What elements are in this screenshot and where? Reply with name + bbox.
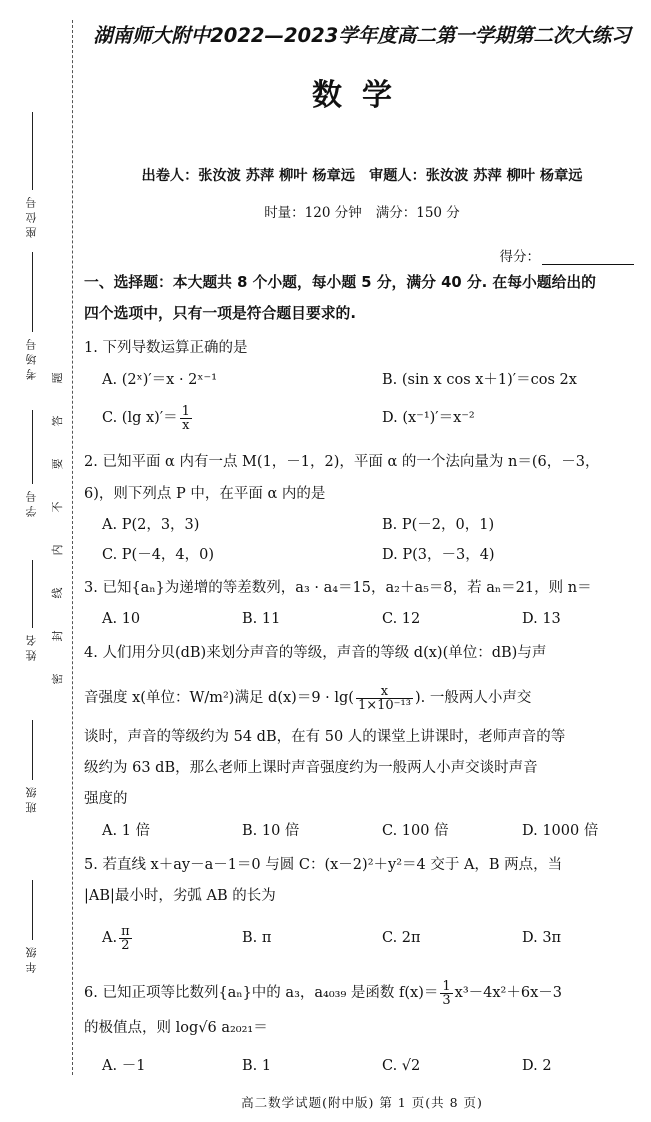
timing-line (84, 201, 640, 221)
school-title: 湖南师大附中2022—2023学年度高二第一学期第二次大练习 (93, 24, 631, 47)
q1-option-c-fraction (180, 405, 192, 432)
q4-line2 (84, 682, 531, 714)
seal-char: 要 (51, 458, 64, 470)
q4-line2-prefix: 音强度 x(单位：W/m²)满足 d(x)＝9 · lg( (84, 690, 354, 706)
q1-option-d: D. (x⁻¹)′＝x⁻² (382, 410, 475, 426)
fraction-numerator: π (121, 923, 130, 939)
seal-char: 封 (51, 630, 64, 642)
seat-no-label: 座位号 (25, 193, 38, 238)
authors-line (84, 165, 640, 185)
subject-title: 数学 (312, 78, 412, 113)
q4-fraction (356, 685, 413, 712)
q5-line2: |AB|最小时，劣弧 AB 的长为 (84, 888, 276, 904)
class-field[interactable] (22, 720, 42, 813)
q6-line1-prefix: 6. 已知正项等比数列{aₙ}中的 a₃，a₄₀₃₉ 是函数 f(x)＝ (84, 985, 439, 1001)
q4-option-b: B. 10 倍 (242, 823, 300, 839)
exam-room-label: 考场号 (25, 335, 38, 380)
q3-option-a: A. 10 (102, 611, 141, 627)
q6-option-a: A. －1 (102, 1058, 146, 1074)
seal-char: 线 (51, 587, 64, 599)
q6-line1-suffix: x³－4x²＋6x－3 (454, 985, 562, 1001)
q5-option-a-fraction (119, 925, 132, 952)
section-heading-line1: 一、选择题：本大题共 8 个小题，每小题 5 分，满分 40 分. 在每小题给出的 (84, 274, 596, 291)
q1-option-a: A. (2ˣ)′＝x · 2ˣ⁻¹ (102, 372, 218, 388)
fraction-denominator: 2 (121, 937, 130, 953)
q4-line2-suffix: ). 一般两人小声交 (414, 690, 532, 706)
q3-stem: 3. 已知{aₙ}为递增的等差数列，a₃ · a₄＝15，a₂＋a₅＝8，若 aₙ＝21，则 n＝ (84, 580, 592, 596)
q4-line5: 强度的 (84, 791, 128, 807)
q5-option-d: D. 3π (522, 930, 562, 946)
score-box[interactable] (500, 245, 635, 265)
q5-option-c: C. 2π (382, 930, 421, 946)
q6-line2: 的极值点，则 log√6 a₂₀₂₁＝ (84, 1020, 268, 1036)
q5-option-a-label: A. (102, 930, 118, 946)
reviewers-names: 张汝波 苏萍 柳叶 杨章远 (425, 168, 583, 184)
q2-option-d: D. P(3，－3，4) (382, 547, 495, 563)
q1-stem: 1. 下列导数运算正确的是 (84, 340, 248, 356)
q2-option-a: A. P(2，3，3) (102, 517, 200, 533)
seal-char: 题 (51, 372, 64, 384)
student-no-field[interactable] (22, 410, 42, 517)
score-label: 得分： (499, 249, 540, 265)
fraction-numerator: 1 (181, 403, 190, 419)
q1-option-b: B. (sin x cos x＋1)′＝cos 2x (382, 372, 577, 388)
seal-line-text (50, 370, 64, 687)
q4-option-a: A. 1 倍 (102, 823, 151, 839)
setters-label: 出卷人： (141, 168, 199, 184)
q6-option-b: B. 1 (242, 1058, 272, 1074)
q5-line1: 5. 若直线 x＋ay－a－1＝0 与圆 C：(x－2)²＋y²＝4 交于 A，B 两点，当 (84, 857, 563, 873)
q5-option-a (102, 922, 134, 954)
seat-no-field[interactable] (22, 112, 42, 238)
fraction-numerator: 1 (442, 978, 451, 994)
q3-option-c: C. 12 (382, 611, 421, 627)
grade-field[interactable] (22, 880, 42, 973)
grade-label: 年级 (25, 943, 38, 973)
q2-line2: 6)，则下列点 P 中，在平面 α 内的是 (84, 486, 326, 502)
binding-dashed-line (72, 20, 73, 1075)
name-field[interactable] (22, 560, 42, 661)
fraction-numerator: x (356, 685, 413, 699)
page-footer: 高二数学试题(附中版) 第 1 页(共 8 页) (241, 1095, 483, 1110)
q3-option-b: B. 11 (242, 611, 281, 627)
q3-option-d: D. 13 (522, 611, 561, 627)
name-label: 姓名 (25, 631, 38, 661)
q2-line1: 2. 已知平面 α 内有一点 M(1，－1，2)，平面 α 的一个法向量为 n＝(6，－3， (84, 454, 600, 470)
seal-char: 密 (51, 673, 64, 685)
q4-line1: 4. 人们用分贝(dB)来划分声音的等级，声音的等级 d(x)(单位：dB)与声 (84, 645, 547, 661)
seal-char: 不 (51, 501, 64, 513)
section-heading-line2: 四个选项中，只有一项是符合题目要求的. (84, 305, 356, 322)
q4-line3: 谈时，声音的等级约为 54 dB，在有 50 人的课堂上讲课时，老师声音的等 (84, 729, 566, 745)
q5-option-b: B. π (242, 930, 272, 946)
q1-option-c (102, 402, 194, 434)
reviewers-label: 审题人： (369, 168, 426, 184)
seal-char: 内 (51, 544, 64, 556)
q2-option-b: B. P(－2，0，1) (382, 517, 495, 533)
time-limit: 时量：120 分钟 (264, 205, 362, 221)
q6-line1 (84, 977, 562, 1009)
q2-option-c: C. P(－4，4，0) (102, 547, 215, 563)
q6-option-d: D. 2 (522, 1058, 552, 1074)
full-score: 满分：150 分 (375, 205, 460, 221)
q4-line4: 级约为 63 dB，那么老师上课时声音强度约为一般两人小声交谈时声音 (84, 760, 538, 776)
fraction-denominator: 1×10⁻¹³ (357, 697, 411, 713)
fraction-denominator: x (182, 417, 190, 433)
q4-option-d: D. 1000 倍 (522, 823, 599, 839)
setters-names: 张汝波 苏萍 柳叶 杨章远 (198, 168, 355, 184)
exam-room-field[interactable] (22, 252, 42, 380)
q6-fraction (440, 980, 452, 1007)
q4-option-c: C. 100 倍 (382, 823, 449, 839)
class-label: 班级 (25, 783, 38, 813)
student-no-label: 学号 (25, 487, 38, 517)
seal-char: 答 (51, 415, 64, 427)
fraction-denominator: 3 (442, 992, 451, 1008)
score-blank[interactable] (542, 250, 634, 265)
q6-option-c: C. √2 (382, 1058, 421, 1074)
q1-option-c-text: C. (lg x)′＝ (102, 410, 178, 426)
